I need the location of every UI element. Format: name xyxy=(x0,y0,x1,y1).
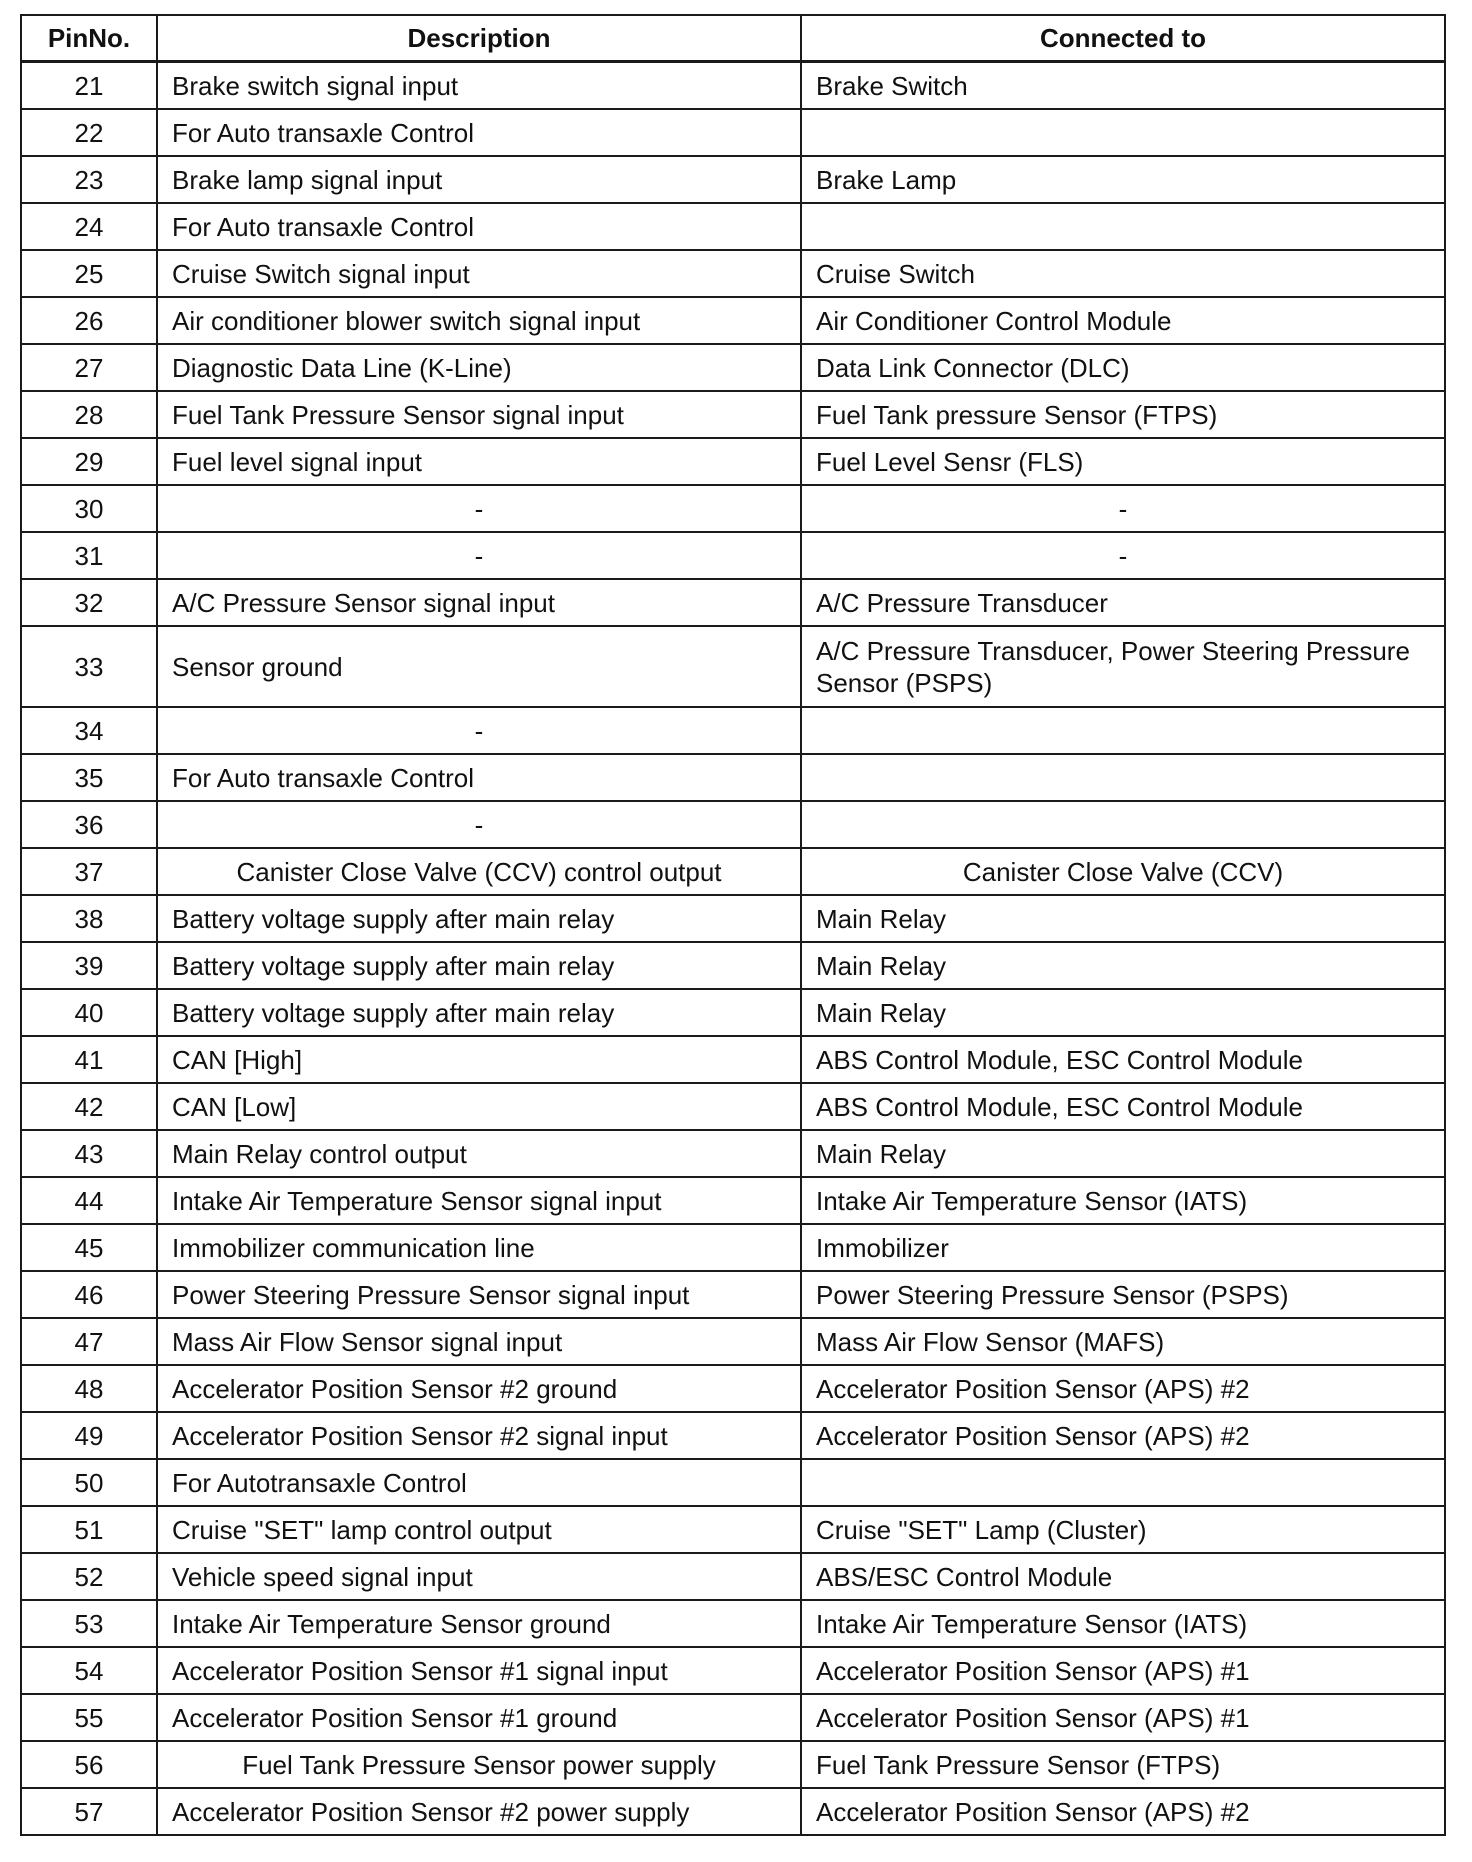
pin-number-cell: 56 xyxy=(21,1741,157,1788)
description-cell: Power Steering Pressure Sensor signal input xyxy=(157,1271,801,1318)
description-cell: Accelerator Position Sensor #2 signal input xyxy=(157,1412,801,1459)
description-cell: - xyxy=(157,801,801,848)
pin-number-cell: 31 xyxy=(21,532,157,579)
description-cell: Immobilizer communication line xyxy=(157,1224,801,1271)
description-cell: For Auto transaxle Control xyxy=(157,109,801,156)
table-row xyxy=(21,203,1445,250)
pin-number-cell: 33 xyxy=(21,626,157,707)
pin-number-cell: 47 xyxy=(21,1318,157,1365)
description-cell: Accelerator Position Sensor #2 power supply xyxy=(157,1788,801,1835)
description-cell: Cruise "SET" lamp control output xyxy=(157,1506,801,1553)
table-row xyxy=(21,250,1445,297)
connected-to-cell xyxy=(801,754,1445,801)
table-row xyxy=(21,438,1445,485)
connected-to-cell: Immobilizer xyxy=(801,1224,1445,1271)
table-row xyxy=(21,156,1445,203)
connected-to-cell: Canister Close Valve (CCV) xyxy=(801,848,1445,895)
table-row xyxy=(21,989,1445,1036)
pin-number-cell: 53 xyxy=(21,1600,157,1647)
pin-number-cell: 40 xyxy=(21,989,157,1036)
table-row xyxy=(21,895,1445,942)
connected-to-cell xyxy=(801,203,1445,250)
connected-to-cell: - xyxy=(801,485,1445,532)
connected-to-cell: Data Link Connector (DLC) xyxy=(801,344,1445,391)
connected-to-cell: Power Steering Pressure Sensor (PSPS) xyxy=(801,1271,1445,1318)
connected-to-cell: Main Relay xyxy=(801,1130,1445,1177)
description-cell: - xyxy=(157,485,801,532)
pin-number-cell: 35 xyxy=(21,754,157,801)
description-cell: Accelerator Position Sensor #1 ground xyxy=(157,1694,801,1741)
description-cell: Battery voltage supply after main relay xyxy=(157,895,801,942)
connected-to-cell: Mass Air Flow Sensor (MAFS) xyxy=(801,1318,1445,1365)
table-row xyxy=(21,1318,1445,1365)
connected-to-cell: A/C Pressure Transducer, Power Steering Pressure Sensor (PSPS) xyxy=(801,626,1445,707)
connected-to-cell: Cruise "SET" Lamp (Cluster) xyxy=(801,1506,1445,1553)
description-cell: Vehicle speed signal input xyxy=(157,1553,801,1600)
table-row xyxy=(21,579,1445,626)
table-row xyxy=(21,754,1445,801)
pin-number-cell: 26 xyxy=(21,297,157,344)
table-row xyxy=(21,532,1445,579)
pin-number-cell: 44 xyxy=(21,1177,157,1224)
pin-number-cell: 34 xyxy=(21,707,157,754)
pin-number-cell: 49 xyxy=(21,1412,157,1459)
connected-to-cell: Accelerator Position Sensor (APS) #2 xyxy=(801,1788,1445,1835)
table-row xyxy=(21,1224,1445,1271)
pin-number-cell: 50 xyxy=(21,1459,157,1506)
pin-number-cell: 46 xyxy=(21,1271,157,1318)
pin-number-cell: 29 xyxy=(21,438,157,485)
table-row xyxy=(21,1553,1445,1600)
table-row xyxy=(21,1741,1445,1788)
description-cell: Canister Close Valve (CCV) control output xyxy=(157,848,801,895)
connected-to-cell xyxy=(801,801,1445,848)
pin-number-cell: 38 xyxy=(21,895,157,942)
description-cell: - xyxy=(157,707,801,754)
description-cell: CAN [High] xyxy=(157,1036,801,1083)
description-cell: Air conditioner blower switch signal input xyxy=(157,297,801,344)
description-cell: Brake switch signal input xyxy=(157,62,801,110)
table-row xyxy=(21,1365,1445,1412)
pin-number-cell: 36 xyxy=(21,801,157,848)
connected-to-cell xyxy=(801,1459,1445,1506)
table-row xyxy=(21,1506,1445,1553)
description-cell: Intake Air Temperature Sensor signal input xyxy=(157,1177,801,1224)
pin-number-cell: 45 xyxy=(21,1224,157,1271)
description-cell: Fuel Tank Pressure Sensor signal input xyxy=(157,391,801,438)
connected-to-cell: ABS Control Module, ESC Control Module xyxy=(801,1036,1445,1083)
description-cell: Intake Air Temperature Sensor ground xyxy=(157,1600,801,1647)
connected-to-cell: Accelerator Position Sensor (APS) #2 xyxy=(801,1365,1445,1412)
pin-number-cell: 41 xyxy=(21,1036,157,1083)
table-row xyxy=(21,1177,1445,1224)
pin-number-cell: 23 xyxy=(21,156,157,203)
table-row xyxy=(21,62,1445,110)
pin-number-cell: 52 xyxy=(21,1553,157,1600)
pin-number-cell: 28 xyxy=(21,391,157,438)
description-cell: A/C Pressure Sensor signal input xyxy=(157,579,801,626)
connected-to-cell: A/C Pressure Transducer xyxy=(801,579,1445,626)
connected-to-cell: Fuel Tank Pressure Sensor (FTPS) xyxy=(801,1741,1445,1788)
connected-to-cell: Main Relay xyxy=(801,942,1445,989)
pin-number-cell: 24 xyxy=(21,203,157,250)
table-row xyxy=(21,801,1445,848)
header-row xyxy=(21,15,1445,62)
connected-to-cell: Intake Air Temperature Sensor (IATS) xyxy=(801,1177,1445,1224)
pin-number-cell: 30 xyxy=(21,485,157,532)
table-header xyxy=(21,15,1445,62)
pin-number-cell: 42 xyxy=(21,1083,157,1130)
description-cell: CAN [Low] xyxy=(157,1083,801,1130)
connected-to-cell: Main Relay xyxy=(801,989,1445,1036)
description-cell: Accelerator Position Sensor #1 signal input xyxy=(157,1647,801,1694)
connected-to-cell: ABS/ESC Control Module xyxy=(801,1553,1445,1600)
connected-to-cell xyxy=(801,109,1445,156)
pin-number-cell: 57 xyxy=(21,1788,157,1835)
header-connected-to: Connected to xyxy=(801,15,1445,62)
table-row xyxy=(21,626,1445,707)
table-row xyxy=(21,1036,1445,1083)
table-row xyxy=(21,848,1445,895)
connected-to-cell: Fuel Level Sensr (FLS) xyxy=(801,438,1445,485)
connected-to-cell: Brake Switch xyxy=(801,62,1445,110)
table-row xyxy=(21,1788,1445,1835)
connected-to-cell: Intake Air Temperature Sensor (IATS) xyxy=(801,1600,1445,1647)
description-cell: For Auto transaxle Control xyxy=(157,203,801,250)
table-row xyxy=(21,109,1445,156)
header-pin-no: PinNo. xyxy=(21,15,157,62)
connected-to-cell: Fuel Tank pressure Sensor (FTPS) xyxy=(801,391,1445,438)
table-row xyxy=(21,485,1445,532)
pin-number-cell: 21 xyxy=(21,62,157,110)
table-row xyxy=(21,1130,1445,1177)
connected-to-cell: Accelerator Position Sensor (APS) #2 xyxy=(801,1412,1445,1459)
connected-to-cell: ABS Control Module, ESC Control Module xyxy=(801,1083,1445,1130)
description-cell: Accelerator Position Sensor #2 ground xyxy=(157,1365,801,1412)
table-row xyxy=(21,1647,1445,1694)
table-row xyxy=(21,1412,1445,1459)
connected-to-cell: Air Conditioner Control Module xyxy=(801,297,1445,344)
pin-table xyxy=(20,14,1446,1836)
table-row xyxy=(21,707,1445,754)
pin-number-cell: 51 xyxy=(21,1506,157,1553)
table-row xyxy=(21,942,1445,989)
description-cell: For Auto transaxle Control xyxy=(157,754,801,801)
connected-to-cell xyxy=(801,707,1445,754)
description-cell: Battery voltage supply after main relay xyxy=(157,942,801,989)
connected-to-cell: Accelerator Position Sensor (APS) #1 xyxy=(801,1694,1445,1741)
pin-number-cell: 22 xyxy=(21,109,157,156)
pin-number-cell: 43 xyxy=(21,1130,157,1177)
description-cell: Fuel Tank Pressure Sensor power supply xyxy=(157,1741,801,1788)
description-cell: Diagnostic Data Line (K-Line) xyxy=(157,344,801,391)
connected-to-cell: Accelerator Position Sensor (APS) #1 xyxy=(801,1647,1445,1694)
header-description: Description xyxy=(157,15,801,62)
description-cell: Mass Air Flow Sensor signal input xyxy=(157,1318,801,1365)
table-row xyxy=(21,1083,1445,1130)
description-cell: For Autotransaxle Control xyxy=(157,1459,801,1506)
description-cell: Fuel level signal input xyxy=(157,438,801,485)
table-row xyxy=(21,391,1445,438)
table-row xyxy=(21,1600,1445,1647)
pin-number-cell: 39 xyxy=(21,942,157,989)
pin-number-cell: 54 xyxy=(21,1647,157,1694)
table-row xyxy=(21,1271,1445,1318)
description-cell: Brake lamp signal input xyxy=(157,156,801,203)
pin-number-cell: 25 xyxy=(21,250,157,297)
description-cell: Sensor ground xyxy=(157,626,801,707)
table-body xyxy=(21,62,1445,1836)
table-row xyxy=(21,297,1445,344)
connected-to-cell: Cruise Switch xyxy=(801,250,1445,297)
table-row xyxy=(21,1459,1445,1506)
pin-number-cell: 27 xyxy=(21,344,157,391)
connected-to-cell: - xyxy=(801,532,1445,579)
table-row xyxy=(21,344,1445,391)
description-cell: Battery voltage supply after main relay xyxy=(157,989,801,1036)
description-cell: - xyxy=(157,532,801,579)
connected-to-cell: Main Relay xyxy=(801,895,1445,942)
pin-number-cell: 32 xyxy=(21,579,157,626)
pin-number-cell: 48 xyxy=(21,1365,157,1412)
description-cell: Cruise Switch signal input xyxy=(157,250,801,297)
description-cell: Main Relay control output xyxy=(157,1130,801,1177)
table-row xyxy=(21,1694,1445,1741)
connected-to-cell: Brake Lamp xyxy=(801,156,1445,203)
pin-number-cell: 55 xyxy=(21,1694,157,1741)
pin-number-cell: 37 xyxy=(21,848,157,895)
